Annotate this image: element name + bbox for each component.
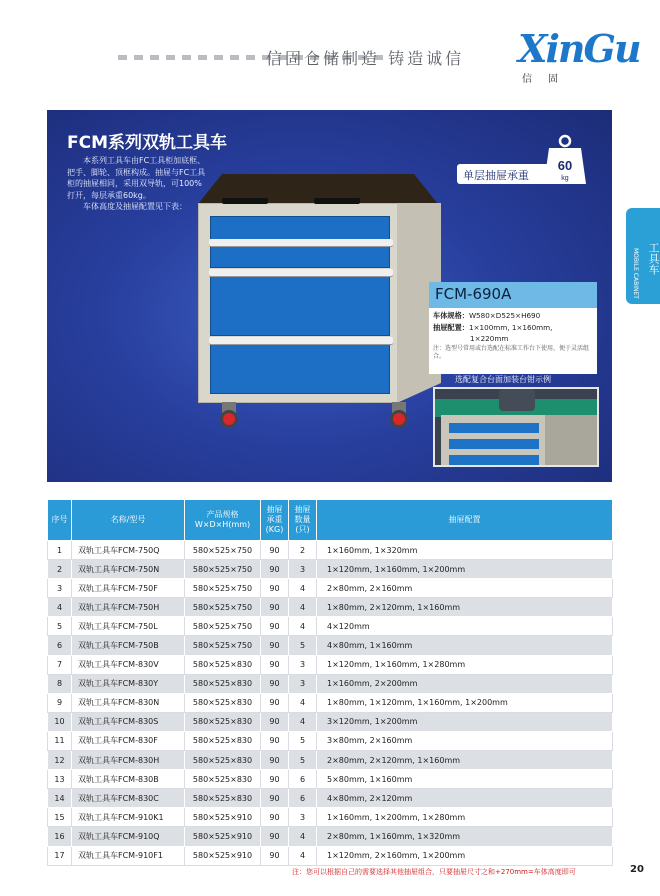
- section-tab-label: 工具车: [647, 241, 660, 275]
- cell-load: 90: [261, 674, 289, 693]
- weight-icon: [543, 134, 587, 186]
- cell-spec: 580×525×910: [185, 846, 261, 865]
- cell-load: 90: [261, 846, 289, 865]
- cell-config: 1×120mm, 2×160mm, 1×200mm: [317, 846, 613, 865]
- cell-name: 双轨工具车FCM-830H: [72, 751, 185, 770]
- cell-count: 4: [289, 693, 317, 712]
- cell-name: 双轨工具车FCM-750Q: [72, 541, 185, 560]
- weight-value: 60: [557, 158, 573, 173]
- cell-no: 15: [48, 808, 72, 827]
- cart-handle-left: [222, 198, 268, 204]
- table-row: [48, 617, 613, 636]
- table-row: [48, 770, 613, 789]
- cell-load: 90: [261, 751, 289, 770]
- banner-desc-paragraph-2: 车体高度及抽屉配置见下表：: [83, 202, 187, 211]
- cell-count: 4: [289, 617, 317, 636]
- table-row: [48, 541, 613, 560]
- cell-spec: 580×525×750: [185, 636, 261, 655]
- table-row: [48, 789, 613, 808]
- cell-config: 1×160mm, 2×200mm: [317, 674, 613, 693]
- cell-config: 3×120mm, 1×200mm: [317, 712, 613, 731]
- cell-spec: 580×525×750: [185, 617, 261, 636]
- cell-name: 双轨工具车FCM-830C: [72, 789, 185, 808]
- col-no: 序号: [48, 500, 72, 541]
- cell-no: 10: [48, 712, 72, 731]
- col-name: 名称/型号: [72, 500, 185, 541]
- cell-count: 5: [289, 751, 317, 770]
- table-row: [48, 751, 613, 770]
- cell-count: 5: [289, 636, 317, 655]
- cell-load: 90: [261, 712, 289, 731]
- col-spec: 产品规格 W×D×H(mm): [185, 500, 261, 541]
- cell-config: 2×80mm, 1×160mm, 1×320mm: [317, 827, 613, 846]
- cell-no: 6: [48, 636, 72, 655]
- logo-chinese: 信固: [522, 74, 574, 85]
- table-row: [48, 674, 613, 693]
- cell-count: 3: [289, 560, 317, 579]
- bench-vise: [499, 389, 535, 411]
- cell-config: 1×120mm, 1×160mm, 1×280mm: [317, 655, 613, 674]
- banner-desc-paragraph-1: 本系列工具车由FC工具柜加底框、把手、脚轮、顶框构成。抽屉与FC工具柜的抽屉相同，采用双导轨，可100%打开，每层承重60kg。: [67, 156, 206, 200]
- cell-spec: 580×525×750: [185, 579, 261, 598]
- table-row: [48, 731, 613, 750]
- cell-count: 6: [289, 789, 317, 808]
- cell-name: 双轨工具车FCM-830Y: [72, 674, 185, 693]
- cell-load: 90: [261, 579, 289, 598]
- caster-wheel-right: [390, 410, 408, 428]
- cell-config: 1×80mm, 1×120mm, 1×160mm, 1×200mm: [317, 693, 613, 712]
- cell-name: 双轨工具车FCM-830V: [72, 655, 185, 674]
- model-name: FCM-690A: [435, 285, 512, 303]
- cell-config: 4×120mm: [317, 617, 613, 636]
- table-row: [48, 846, 613, 865]
- cell-config: 1×160mm, 1×320mm: [317, 541, 613, 560]
- tool-cart-illustration: [192, 158, 452, 428]
- brand-logo: [518, 26, 640, 85]
- col-load: 抽屉 承重 (KG): [261, 500, 289, 541]
- cell-no: 5: [48, 617, 72, 636]
- table-row: [48, 827, 613, 846]
- cell-count: 3: [289, 808, 317, 827]
- product-banner: [47, 110, 612, 482]
- cell-config: 2×80mm, 2×160mm: [317, 579, 613, 598]
- cell-load: 90: [261, 636, 289, 655]
- weight-unit: kg: [561, 175, 569, 182]
- cell-no: 16: [48, 827, 72, 846]
- vise-example-photo: [433, 387, 599, 467]
- page-header: [0, 0, 660, 92]
- table-row: [48, 712, 613, 731]
- cell-config: 4×80mm, 2×120mm: [317, 789, 613, 808]
- cell-load: 90: [261, 560, 289, 579]
- logo-wordmark: XinGu: [518, 26, 640, 71]
- cell-load: 90: [261, 693, 289, 712]
- cell-load: 90: [261, 541, 289, 560]
- cell-count: 4: [289, 712, 317, 731]
- cell-spec: 580×525×750: [185, 598, 261, 617]
- cell-config: 1×160mm, 1×200mm, 1×280mm: [317, 808, 613, 827]
- cell-count: 4: [289, 598, 317, 617]
- cell-name: 双轨工具车FCM-910Q: [72, 827, 185, 846]
- table-row: [48, 808, 613, 827]
- cell-load: 90: [261, 731, 289, 750]
- cell-spec: 580×525×830: [185, 770, 261, 789]
- cell-spec: 580×525×750: [185, 560, 261, 579]
- spec-table: [47, 499, 613, 866]
- table-header-row: [48, 500, 613, 541]
- cell-name: 双轨工具车FCM-830N: [72, 693, 185, 712]
- cell-no: 13: [48, 770, 72, 789]
- cell-spec: 580×525×830: [185, 751, 261, 770]
- cell-count: 4: [289, 827, 317, 846]
- cell-name: 双轨工具车FCM-750H: [72, 598, 185, 617]
- cell-name: 双轨工具车FCM-830F: [72, 731, 185, 750]
- banner-title: FCM系列双轨工具车: [67, 133, 228, 153]
- cart-drawer-3: [210, 338, 390, 394]
- cell-no: 7: [48, 655, 72, 674]
- spec-table-wrap: [47, 499, 612, 866]
- cell-count: 4: [289, 846, 317, 865]
- cell-count: 5: [289, 731, 317, 750]
- table-row: [48, 693, 613, 712]
- cell-name: 双轨工具车FCM-750F: [72, 579, 185, 598]
- cell-config: 4×80mm, 1×160mm: [317, 636, 613, 655]
- cell-count: 2: [289, 541, 317, 560]
- cell-spec: 580×525×830: [185, 712, 261, 731]
- model-title-bar: [429, 282, 597, 308]
- cell-spec: 580×525×830: [185, 693, 261, 712]
- cell-no: 12: [48, 751, 72, 770]
- cell-no: 3: [48, 579, 72, 598]
- cell-no: 11: [48, 731, 72, 750]
- cell-config: 1×80mm, 2×120mm, 1×160mm: [317, 598, 613, 617]
- caster-wheel-left: [220, 410, 238, 428]
- slogan: 信固仓储制造 铸造诚信: [266, 49, 465, 68]
- cell-no: 14: [48, 789, 72, 808]
- cell-no: 2: [48, 560, 72, 579]
- banner-description: [67, 155, 209, 213]
- vise-caption: 选配复合台面加装台钳示例: [455, 375, 551, 384]
- cell-spec: 580×525×830: [185, 655, 261, 674]
- cell-config: 3×80mm, 2×160mm: [317, 731, 613, 750]
- cell-no: 1: [48, 541, 72, 560]
- cell-name: 双轨工具车FCM-830B: [72, 770, 185, 789]
- cell-count: 4: [289, 579, 317, 598]
- section-tab-sublabel: MOBILE CABINET: [632, 248, 639, 299]
- table-row: [48, 655, 613, 674]
- cell-load: 90: [261, 655, 289, 674]
- model-config-cont: 1×220mm: [470, 334, 509, 343]
- cell-name: 双轨工具车FCM-750B: [72, 636, 185, 655]
- model-size: 车体规格：W580×D525×H690: [433, 311, 541, 320]
- load-label: 单层抽屉承重: [463, 169, 529, 182]
- cart-drawer-1: [210, 216, 390, 268]
- cell-load: 90: [261, 598, 289, 617]
- cart-drawer-2: [210, 270, 390, 336]
- cell-load: 90: [261, 808, 289, 827]
- cell-count: 3: [289, 674, 317, 693]
- col-config: 抽屉配置: [317, 500, 613, 541]
- cell-load: 90: [261, 770, 289, 789]
- cell-no: 4: [48, 598, 72, 617]
- cell-spec: 580×525×830: [185, 674, 261, 693]
- cart-handle-right: [314, 198, 360, 204]
- cell-count: 3: [289, 655, 317, 674]
- table-row: [48, 598, 613, 617]
- cell-name: 双轨工具车FCM-830S: [72, 712, 185, 731]
- cell-name: 双轨工具车FCM-750L: [72, 617, 185, 636]
- cell-spec: 580×525×910: [185, 827, 261, 846]
- cell-no: 9: [48, 693, 72, 712]
- cell-name: 双轨工具车FCM-750N: [72, 560, 185, 579]
- cell-spec: 580×525×830: [185, 789, 261, 808]
- cell-config: 1×120mm, 1×160mm, 1×200mm: [317, 560, 613, 579]
- table-row: [48, 560, 613, 579]
- table-row: [48, 636, 613, 655]
- cell-name: 双轨工具车FCM-910F1: [72, 846, 185, 865]
- cell-spec: 580×525×750: [185, 541, 261, 560]
- col-count: 抽屉 数量 (只): [289, 500, 317, 541]
- cell-load: 90: [261, 617, 289, 636]
- cell-no: 17: [48, 846, 72, 865]
- cell-load: 90: [261, 789, 289, 808]
- model-note: 注：选型号常用或台选配在标准工作台下使用，便于灵活组合。: [433, 345, 590, 360]
- table-row: [48, 579, 613, 598]
- model-config: 抽屉配置：1×100mm, 1×160mm,: [433, 323, 553, 332]
- cell-count: 6: [289, 770, 317, 789]
- cell-config: 2×80mm, 2×120mm, 1×160mm: [317, 751, 613, 770]
- cell-name: 双轨工具车FCM-910K1: [72, 808, 185, 827]
- page-number: 20: [630, 864, 644, 875]
- cell-no: 8: [48, 674, 72, 693]
- cell-spec: 580×525×910: [185, 808, 261, 827]
- cell-spec: 580×525×830: [185, 731, 261, 750]
- footnote: 注：您可以根据自己的需要选择其他抽屉组合，只要抽屉尺寸之和+270mm=车体高度即可: [292, 868, 576, 876]
- cell-config: 5×80mm, 1×160mm: [317, 770, 613, 789]
- model-card: [429, 282, 597, 374]
- cell-load: 90: [261, 827, 289, 846]
